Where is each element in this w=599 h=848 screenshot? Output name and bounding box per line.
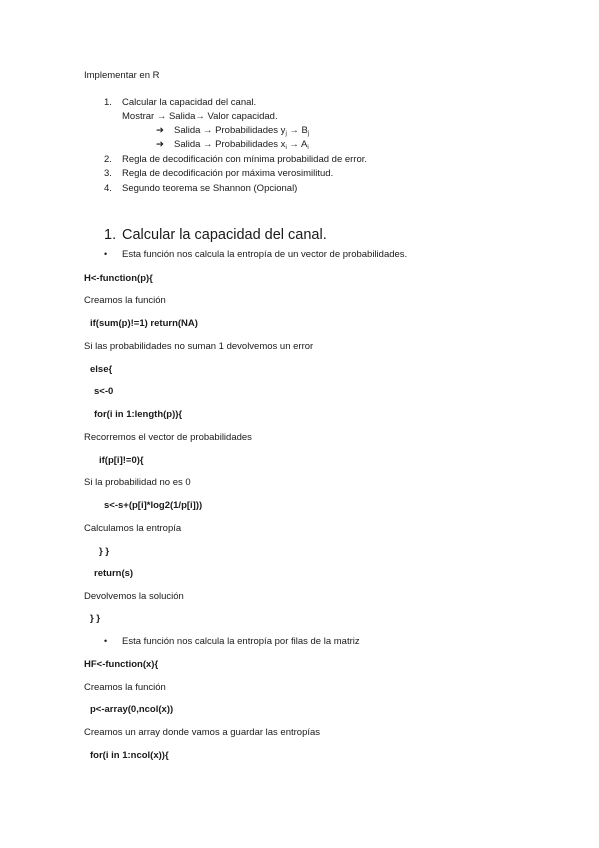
bullet-text: Esta función nos calcula la entropía de un vector de probabilidades. <box>122 249 408 260</box>
code-line: return(s) <box>94 568 134 579</box>
code-line: if(sum(p)!=1) return(NA) <box>90 318 198 329</box>
code-comment: Recorremos el vector de probabilidades <box>84 432 252 443</box>
list-number: 4. <box>104 183 112 194</box>
bullet-icon: • <box>104 249 108 259</box>
code-comment: Si las probabilidades no suman 1 devolvemos un error <box>84 341 314 352</box>
bullet-icon: • <box>104 636 108 646</box>
section-title: Calcular la capacidad del canal. <box>122 227 327 243</box>
code-comment: Creamos la función <box>84 295 166 306</box>
bullet-text: Esta función nos calcula la entropía por filas de la matriz <box>122 636 360 647</box>
code-line: for(i in 1:length(p)){ <box>94 409 183 420</box>
list-subitem: Salida → Probabilidades $x_i \to A_i$ <box>174 139 309 151</box>
code-line: for(i in 1:ncol(x)){ <box>90 750 169 761</box>
code-line: else{ <box>90 364 113 375</box>
section-number: 1. <box>104 227 117 243</box>
code-line: if(p[i]!=0){ <box>99 455 144 466</box>
arrow-icon: ➔ <box>156 139 164 150</box>
list-item: Calcular la capacidad del canal. <box>122 97 257 108</box>
code-line: } } <box>90 613 101 624</box>
code-comment: Creamos la función <box>84 682 166 693</box>
list-number: 1. <box>104 97 112 108</box>
code-line: s<-s+(p[i]*log2(1/p[i])) <box>104 500 203 511</box>
list-item-detail: Mostrar → Salida→ Valor capacidad. <box>122 111 278 122</box>
code-comment: Devolvemos la solución <box>84 591 184 602</box>
list-item: Regla de decodificación con mínima probabilidad de error. <box>122 154 368 165</box>
list-number: 3. <box>104 168 112 179</box>
list-number: 2. <box>104 154 112 165</box>
list-subitem: Salida → Probabilidades $y_j \to B_j$ <box>174 125 310 137</box>
code-comment: Si la probabilidad no es 0 <box>84 477 191 488</box>
code-comment: Calculamos la entropía <box>84 523 182 534</box>
code-line: p<-array(0,ncol(x)) <box>90 704 174 715</box>
code-line: H<-function(p){ <box>84 273 153 284</box>
arrow-icon: ➔ <box>156 125 164 136</box>
code-line: } } <box>99 546 110 557</box>
list-item: Regla de decodificación por máxima verosimilitud. <box>122 168 334 179</box>
code-line: HF<-function(x){ <box>84 659 159 670</box>
intro-text: Implementar en R <box>84 70 160 81</box>
code-comment: Creamos un array donde vamos a guardar las entropías <box>84 727 321 738</box>
list-item: Segundo teorema se Shannon (Opcional) <box>122 183 298 194</box>
code-line: s<-0 <box>94 386 114 397</box>
